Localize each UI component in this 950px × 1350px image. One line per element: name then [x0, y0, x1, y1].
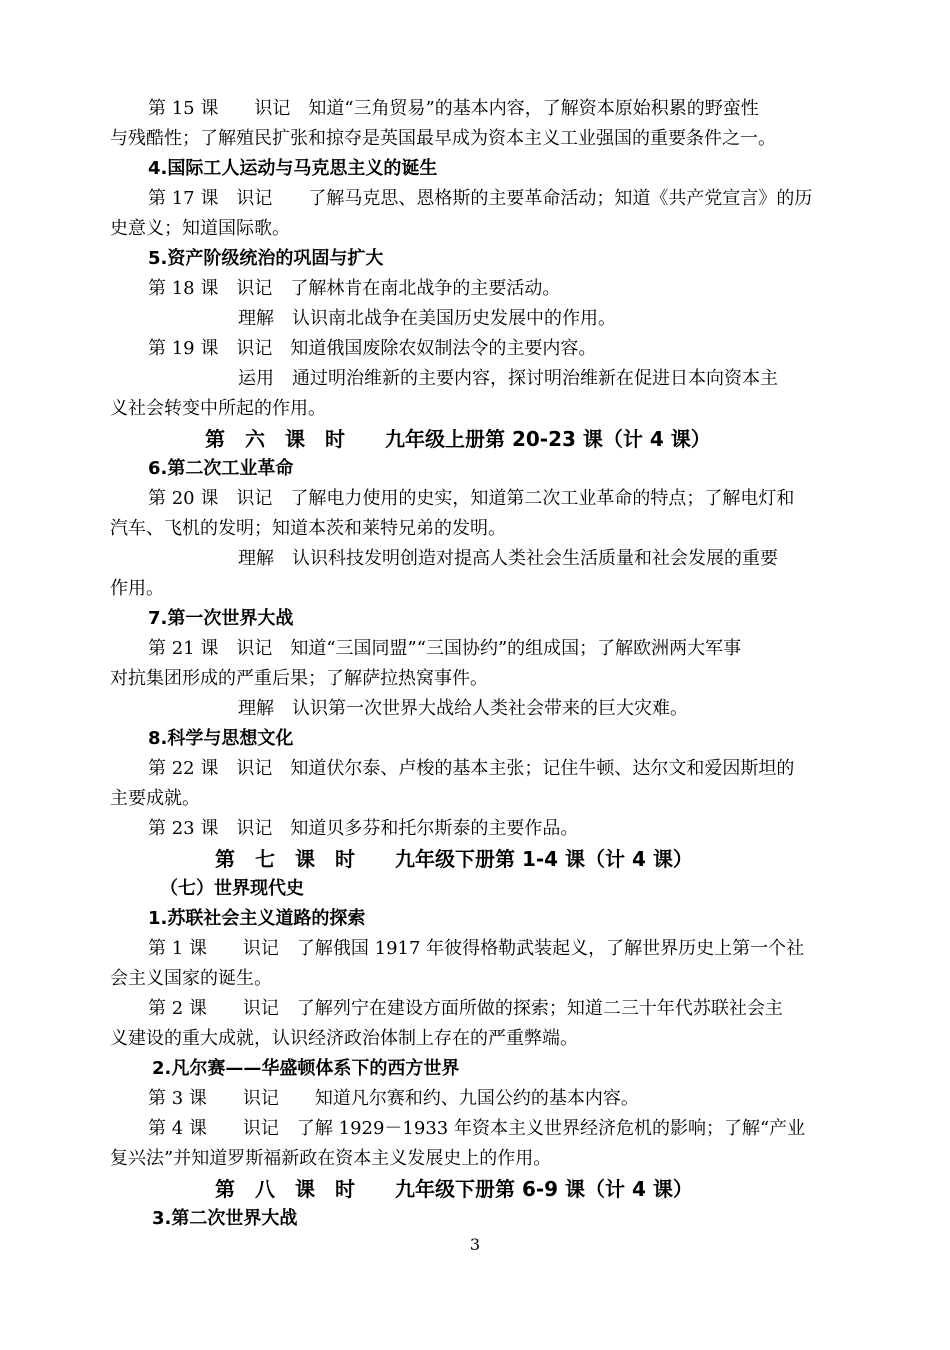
section-heading: 3.第二次世界大战	[152, 1208, 298, 1229]
text-line: 第 21 课 识记 知道“三国同盟”“三国协约”的组成国；了解欧洲两大军事	[148, 638, 742, 659]
text-line: 义社会转变中所起的作用。	[110, 398, 326, 419]
period-heading: 第 八 课 时 九年级下册第 6-9 课（计 4 课）	[215, 1177, 693, 1201]
text-line: 第 15 课 识记 知道“三角贸易”的基本内容，了解资本原始积累的野蛮性	[148, 98, 759, 119]
section-heading: 4.国际工人运动与马克思主义的诞生	[148, 158, 438, 179]
section-heading: 7.第一次世界大战	[148, 608, 294, 629]
text-line: 第 3 课 识记 知道凡尔赛和约、九国公约的基本内容。	[148, 1088, 639, 1109]
section-heading: （七）世界现代史	[160, 878, 304, 899]
period-heading: 第 七 课 时 九年级下册第 1-4 课（计 4 课）	[215, 847, 693, 871]
text-line: 第 17 课 识记 了解马克思、恩格斯的主要革命活动；知道《共产党宣言》的历	[148, 188, 813, 209]
text-line: 汽车、飞机的发明；知道本茨和莱特兄弟的发明。	[110, 518, 506, 539]
text-line: 作用。	[110, 578, 164, 599]
text-line: 对抗集团形成的严重后果；了解萨拉热窝事件。	[110, 668, 488, 689]
text-line: 第 1 课 识记 了解俄国 1917 年彼得格勒武装起义，了解世界历史上第一个社	[148, 938, 805, 959]
text-line: 第 4 课 识记 了解 1929－1933 年资本主义世界经济危机的影响；了解“产业	[148, 1118, 806, 1139]
text-line: 会主义国家的诞生。	[110, 968, 272, 989]
text-line: 第 20 课 识记 了解电力使用的史实，知道第二次工业革命的特点；了解电灯和	[148, 488, 795, 509]
text-line: 第 19 课 识记 知道俄国废除农奴制法令的主要内容。	[148, 338, 597, 359]
text-line: 理解 认识科技发明创造对提高人类社会生活质量和社会发展的重要	[238, 548, 778, 569]
text-line: 与残酷性；了解殖民扩张和掠夺是英国最早成为资本主义工业强国的重要条件之一。	[110, 128, 776, 149]
text-line: 第 22 课 识记 知道伏尔泰、卢梭的基本主张；记住牛顿、达尔文和爱因斯坦的	[148, 758, 795, 779]
section-heading: 8.科学与思想文化	[148, 728, 294, 749]
section-heading: 1.苏联社会主义道路的探索	[148, 908, 366, 929]
text-line: 理解 认识第一次世界大战给人类社会带来的巨大灾难。	[238, 698, 688, 719]
section-heading: 6.第二次工业革命	[148, 458, 294, 479]
page-number: 3	[469, 1235, 481, 1254]
text-line: 第 2 课 识记 了解列宁在建设方面所做的探索；知道二三十年代苏联社会主	[148, 998, 783, 1019]
text-line: 运用 通过明治维新的主要内容，探讨明治维新在促进日本向资本主	[238, 368, 778, 389]
text-line: 复兴法”并知道罗斯福新政在资本主义发展史上的作用。	[110, 1148, 552, 1169]
text-line: 第 23 课 识记 知道贝多芬和托尔斯泰的主要作品。	[148, 818, 579, 839]
period-heading: 第 六 课 时 九年级上册第 20-23 课（计 4 课）	[205, 427, 711, 451]
text-line: 第 18 课 识记 了解林肯在南北战争的主要活动。	[148, 278, 561, 299]
text-line: 义建设的重大成就，认识经济政治体制上存在的严重弊端。	[110, 1028, 578, 1049]
text-line: 史意义；知道国际歌。	[110, 218, 290, 239]
text-line: 理解 认识南北战争在美国历史发展中的作用。	[238, 308, 616, 329]
section-heading: 5.资产阶级统治的巩固与扩大	[148, 248, 384, 269]
section-heading: 2.凡尔赛——华盛顿体系下的西方世界	[152, 1058, 460, 1079]
text-line: 主要成就。	[110, 788, 200, 809]
